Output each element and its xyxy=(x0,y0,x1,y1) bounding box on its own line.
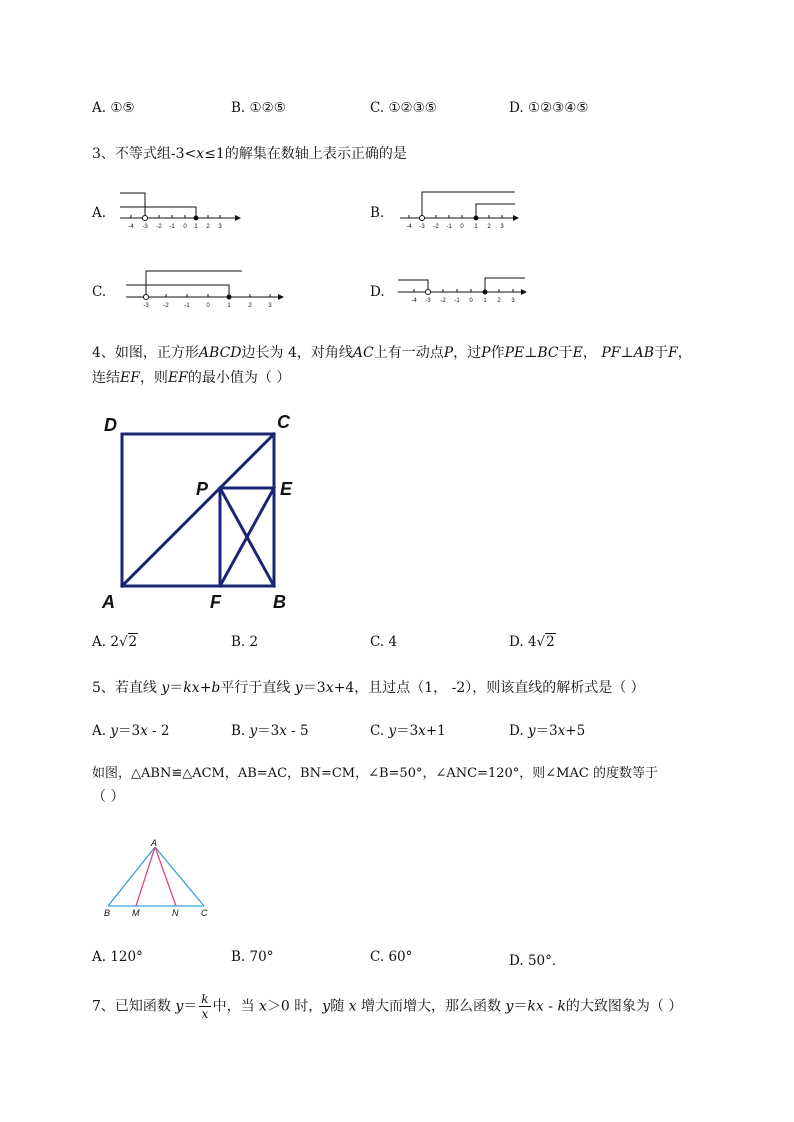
label-c: C xyxy=(201,908,208,918)
label-f: F xyxy=(210,592,221,612)
q5-stem: 5、若直线 y＝kx+b平行于直线 y＝3x+4，且过点（1， -2），则该直线的解析式是（ ） xyxy=(92,680,645,696)
tick-label: 3 xyxy=(511,298,515,304)
q4-option-c: C. 4 xyxy=(370,634,398,650)
label-c: C xyxy=(277,412,290,432)
segment-am xyxy=(136,847,155,906)
tick-label: -2 xyxy=(163,303,169,309)
tick-label: -2 xyxy=(156,224,162,230)
tick-label: -1 xyxy=(169,224,175,230)
q2-option-b: B. ①②⑤ xyxy=(231,100,286,116)
tick-label: 0 xyxy=(183,224,187,230)
fraction-k-over-x: $\frac{k}{x}$ xyxy=(201,992,209,1021)
tick-label: 2 xyxy=(206,224,210,230)
q6-option-c: C. 60° xyxy=(370,949,413,965)
number-line-a xyxy=(115,185,245,235)
sqrt-symbol: √2 xyxy=(536,634,555,650)
tick-label: -3 xyxy=(419,224,425,230)
q4-option-d: D. 4√2 xyxy=(509,634,555,650)
q4-option-b: B. 2 xyxy=(231,634,259,650)
tick-label: -2 xyxy=(440,298,446,304)
sqrt-symbol: √2 xyxy=(118,634,138,650)
tick-label: 2 xyxy=(248,303,252,309)
label-a: A xyxy=(102,592,115,612)
tick-label: -2 xyxy=(433,224,439,230)
square-figure xyxy=(96,404,316,616)
q3-option-b-label: B. xyxy=(370,205,385,221)
tick-label: 2 xyxy=(497,298,501,304)
q4-option-a: A. 2√2 xyxy=(92,634,138,650)
label-e: E xyxy=(280,479,293,499)
tick-label: 3 xyxy=(500,224,504,230)
segment-ac xyxy=(155,847,204,906)
label-a: A xyxy=(151,838,158,848)
tick-label: 1 xyxy=(227,303,231,309)
q3-option-a-label: A. xyxy=(92,205,107,221)
q2-option-c: C. ①②③⑤ xyxy=(370,100,437,116)
q5-option-b: B. y＝3x - 5 xyxy=(231,723,309,739)
tick-label: -3 xyxy=(143,303,149,309)
tick-label: -1 xyxy=(446,224,452,230)
tick-label: 1 xyxy=(474,224,478,230)
number-line-c xyxy=(118,265,290,313)
tick-label: -1 xyxy=(184,303,190,309)
segment-an xyxy=(155,847,176,906)
number-line-b xyxy=(395,185,525,235)
q5-option-a: A. y＝3x - 2 xyxy=(92,723,170,739)
tick-label: 3 xyxy=(268,303,272,309)
label-n: N xyxy=(172,908,179,918)
tick-label: 0 xyxy=(460,224,464,230)
q3-option-c-label: C. xyxy=(92,284,107,300)
q5-option-c: C. y＝3x+1 xyxy=(370,723,446,739)
q4-stem-line1: 4、如图，正方形ABCD边长为 4，对角线AC上有一动点P，过P作PE⊥BC于E， PF⊥AB于F， xyxy=(92,345,692,361)
label-p: P xyxy=(196,479,209,499)
tick-label: -4 xyxy=(411,298,417,304)
label-m: M xyxy=(132,908,140,918)
tick-label: 0 xyxy=(469,298,473,304)
tick-label: -4 xyxy=(406,224,412,230)
tick-label: 3 xyxy=(218,224,222,230)
q5-option-d: D. y＝3x+5 xyxy=(509,723,586,739)
tick-label: -3 xyxy=(425,298,431,304)
q2-option-a: A. ①⑤ xyxy=(92,100,135,116)
tick-label: -4 xyxy=(128,224,134,230)
q6-stem-line1: 如图，△ABN≌△ACM，AB=AC，BN=CM，∠B=50°，∠ANC=120°，则∠MAC 的度数等于 xyxy=(92,766,658,781)
tick-label: 0 xyxy=(206,303,210,309)
q6-option-b: B. 70° xyxy=(231,949,274,965)
q3-stem: 3、不等式组-3<x≤1的解集在数轴上表示正确的是 xyxy=(92,146,407,162)
q6-option-a: A. 120° xyxy=(92,949,143,965)
segment-ab xyxy=(108,847,155,906)
label-b: B xyxy=(104,908,111,918)
tick-label: 1 xyxy=(483,298,487,304)
tick-label: -3 xyxy=(142,224,148,230)
label-d: D xyxy=(104,415,117,435)
tick-label: 1 xyxy=(194,224,198,230)
triangle-figure xyxy=(98,836,222,920)
q6-option-d: D. 50°． xyxy=(509,953,566,969)
diagonal-ac xyxy=(122,434,274,586)
q7-stem: 7、已知函数 y＝ $\frac{k}{x}$ 中，当 x＞0 时，y随 x 增大而增大，那么函数 y＝kx - k的大致图象为（ ） xyxy=(92,992,683,1021)
q4-stem-line2: 连结EF，则EF的最小值为（ ） xyxy=(92,370,291,386)
q2-option-d: D. ①②③④⑤ xyxy=(509,100,589,116)
q3-option-d-label: D. xyxy=(370,284,385,300)
q6-stem-line2: （ ） xyxy=(92,789,125,805)
tick-label: 2 xyxy=(487,224,491,230)
tick-label: -1 xyxy=(454,298,460,304)
number-line-d xyxy=(393,268,531,310)
label-b: B xyxy=(273,592,286,612)
